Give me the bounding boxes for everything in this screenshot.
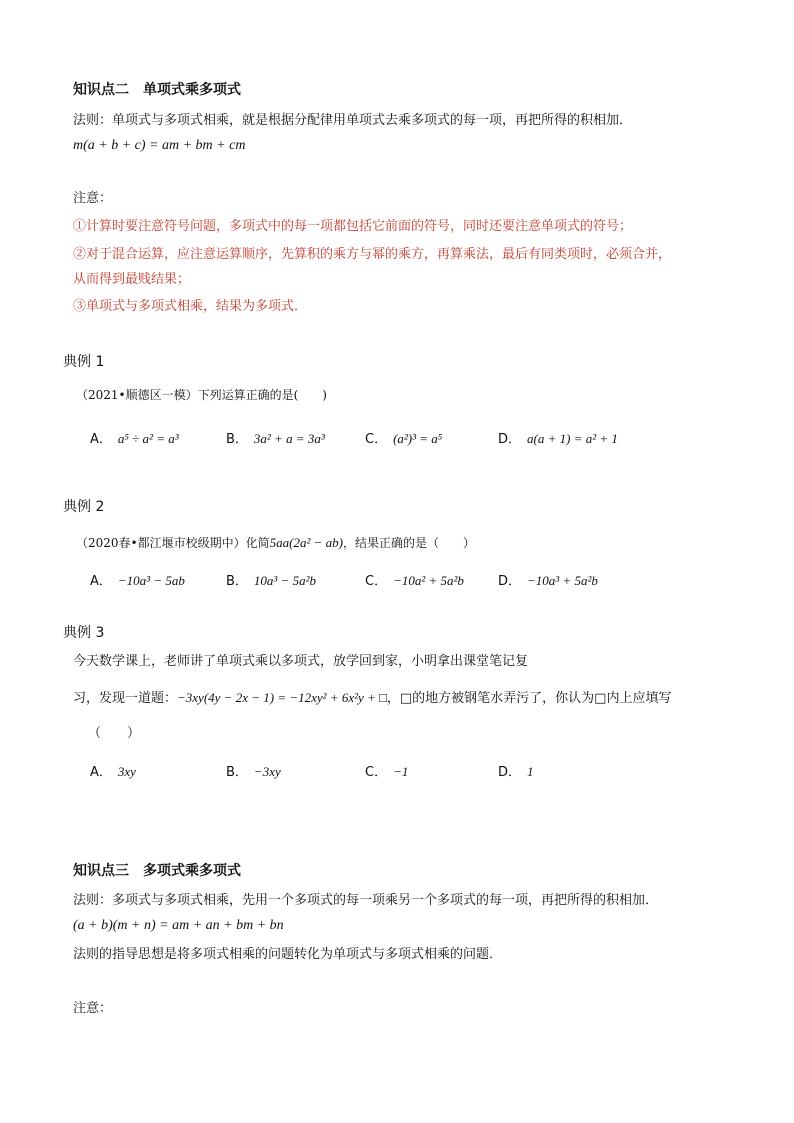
option-label: A． <box>90 432 112 447</box>
option-b[interactable] <box>226 428 325 447</box>
option-a[interactable] <box>90 761 136 780</box>
option-text: 10a³ − 5a²b <box>253 573 316 588</box>
option-label: C． <box>365 765 388 780</box>
option-a[interactable] <box>90 570 185 589</box>
option-label: D． <box>498 765 522 780</box>
option-label: B． <box>226 765 248 780</box>
question-math: 5aa(2a² − ab) <box>269 535 343 550</box>
formula: m(a + b + c) = am + bm + cm <box>73 138 246 153</box>
note-item: ③单项式与多项式相乘，结果为多项式． <box>73 299 308 314</box>
option-label: A． <box>90 574 112 589</box>
option-label: B． <box>226 574 248 589</box>
question-suffix: ，结果正确的是（ ） <box>342 536 475 550</box>
option-b[interactable] <box>226 570 316 589</box>
option-text: −3xy <box>253 764 281 779</box>
option-text: −1 <box>393 764 409 779</box>
option-text: 3a² + a = 3a³ <box>253 431 325 446</box>
answer-blank: （ ） <box>88 726 141 741</box>
note-item: ①计算时要注意符号问题，多项式中的每一项都包括它前面的符号，同时还要注意单项式的符号； <box>73 219 633 234</box>
option-label: C． <box>365 432 388 447</box>
option-c[interactable] <box>365 761 408 780</box>
option-text: a⁵ ÷ a² = a³ <box>117 431 179 446</box>
option-d[interactable] <box>498 761 534 780</box>
option-label: B． <box>226 432 248 447</box>
option-text: −10a³ + 5a²b <box>527 573 598 588</box>
note-label: 注意： <box>73 1001 113 1016</box>
question-math: −3xy(4y − 2x − 1) = −12xy² + 6x²y + □ <box>177 690 387 705</box>
option-d[interactable] <box>498 428 618 447</box>
section-title: 知识点三 多项式乘多项式 <box>73 863 241 879</box>
option-text: −10a³ − 5ab <box>117 573 185 588</box>
option-text: −10a² + 5a²b <box>393 573 464 588</box>
option-c[interactable] <box>365 428 442 447</box>
question-suffix: ，□的地方被钢笔水弄污了，你认为□内上应填写 <box>386 691 672 706</box>
note-item: ②对于混合运算，应注意运算顺序，先算积的乘方与幂的乘方，再算乘法，最后有同类项时，必须合并， <box>73 247 672 262</box>
option-label: D． <box>498 574 522 589</box>
note-item: 从而得到最贱结果； <box>73 272 191 287</box>
idea-text: 法则的指导思想是将多项式相乘的问题转化为单项式与多项式相乘的问题． <box>73 947 503 962</box>
option-text: a(a + 1) = a² + 1 <box>527 431 618 446</box>
section-title: 知识点二 单项式乘多项式 <box>73 82 241 98</box>
question-text: （2021•顺德区一模）下列运算正确的是( ) <box>76 388 327 402</box>
option-c[interactable] <box>365 570 464 589</box>
example-title: 典例 1 <box>63 354 105 370</box>
option-a[interactable] <box>90 428 179 447</box>
option-text: 1 <box>527 764 534 779</box>
example-title: 典例 3 <box>63 625 105 641</box>
option-text: 3xy <box>117 764 136 779</box>
option-label: A． <box>90 765 112 780</box>
option-d[interactable] <box>498 570 598 589</box>
option-b[interactable] <box>226 761 281 780</box>
note-label: 注意： <box>73 191 113 206</box>
question-prefix: （2020春•都江堰市校级期中）化简 <box>76 536 270 550</box>
example-title: 典例 2 <box>63 499 105 515</box>
question-prefix: 习，发现一道题： <box>73 691 178 706</box>
option-label: D． <box>498 432 522 447</box>
option-label: C． <box>365 574 388 589</box>
question-line: 今天数学课上，老师讲了单项式乘以多项式，放学回到家，小明拿出课堂笔记复 <box>73 654 529 669</box>
option-text: (a²)³ = a⁵ <box>393 431 443 446</box>
question-text <box>76 534 475 552</box>
question-line <box>73 689 671 708</box>
rule-text: 法则：多项式与多项式相乘，先用一个多项式的每一项乘另一个多项式的每一项，再把所得的积相加． <box>73 893 659 908</box>
rule-text: 法则：单项式与多项式相乘，就是根据分配律用单项式去乘多项式的每一项，再把所得的积相加． <box>73 113 633 128</box>
formula: (a + b)(m + n) = am + an + bm + bn <box>73 918 284 933</box>
